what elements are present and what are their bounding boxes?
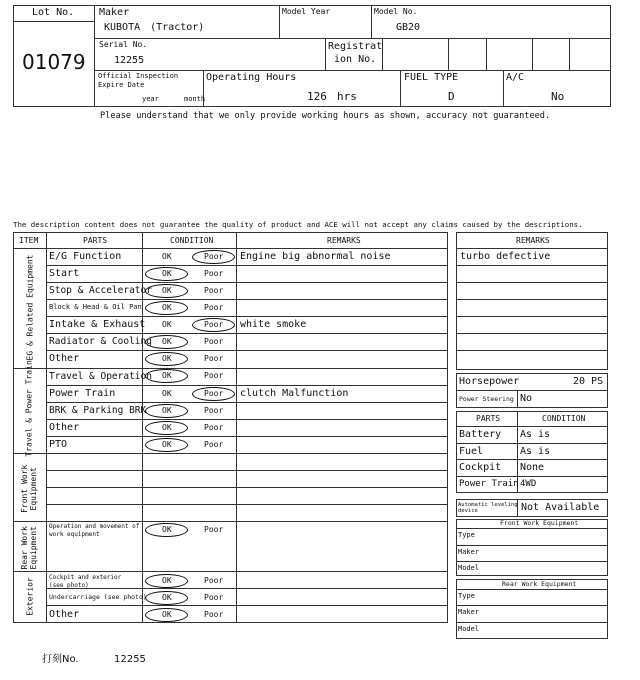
cond-poor: Poor	[204, 371, 224, 380]
operating-hours-unit: hrs	[337, 90, 357, 103]
remark-power-train: clutch Malfunction	[240, 388, 349, 399]
power-steering-value: No	[520, 393, 533, 404]
serial-value: 12255	[114, 55, 145, 66]
cond-poor: Poor	[204, 269, 224, 278]
part-other-eg: Other	[49, 353, 80, 364]
right-remark-1: turbo defective	[460, 251, 551, 262]
part-start: Start	[49, 268, 80, 279]
col-condition-header: CONDITION	[170, 236, 214, 245]
operating-hours-label: Operating Hours	[206, 72, 297, 83]
rear-work-header: Rear Work Equipment	[502, 580, 577, 588]
cond-poor: Poor	[204, 525, 224, 534]
power-train-label: Power Train	[459, 479, 519, 489]
cond-poor: Poor	[204, 593, 224, 602]
cond-poor: Poor	[204, 389, 224, 398]
power-train-value: 4WD	[520, 479, 537, 489]
front-type-label: Type	[458, 531, 475, 539]
part-undercarriage: Undercarriage (see photo)	[49, 593, 147, 601]
maker-value: KUBOTA (Tractor)	[104, 22, 205, 33]
cond-ok: OK	[162, 320, 172, 329]
cockpit-value: None	[520, 462, 545, 473]
front-maker-label: Maker	[458, 548, 480, 556]
cond-ok: OK	[162, 252, 172, 261]
fuel-type-value: D	[448, 90, 455, 103]
cond-poor: Poor	[204, 423, 224, 432]
inspection-label-2: Expire Date	[98, 81, 145, 89]
cond-poor: Poor	[204, 610, 224, 619]
group-rear-work-equipment: Rear Work Equipment	[20, 526, 38, 570]
registration-label-2: ion No.	[334, 54, 377, 65]
right-condition-header: CONDITION	[542, 414, 586, 423]
cond-ok: OK	[162, 406, 172, 415]
part-pto: PTO	[49, 439, 68, 450]
inspection-label-1: Official Inspection	[98, 72, 179, 80]
month-label: month	[184, 95, 206, 103]
remark-eg-function: Engine big abnormal noise	[240, 251, 391, 262]
year-label: year	[142, 95, 159, 103]
right-remarks-header: REMARKS	[516, 236, 550, 245]
cond-poor: Poor	[204, 337, 224, 346]
cond-poor: Poor	[204, 406, 224, 415]
ac-label: A/C	[506, 72, 525, 83]
front-model-label: Model	[458, 564, 480, 572]
cond-ok: OK	[162, 423, 172, 432]
operating-hours-value: 126	[307, 90, 327, 103]
lot-label: Lot No.	[32, 7, 75, 18]
front-work-header: Front Work Equipment	[500, 519, 579, 527]
cockpit-label: Cockpit	[459, 462, 502, 473]
part-other-exterior: Other	[49, 609, 80, 620]
model-no-label: Model No.	[374, 7, 418, 16]
part-travel-operation: Travel & Operation	[49, 371, 152, 382]
cond-ok: OK	[162, 525, 172, 534]
cond-ok: OK	[162, 354, 172, 363]
rear-maker-label: Maker	[458, 608, 480, 616]
description-disclaimer: The description content does not guarantee the quality of product and ACE will not accept any claims caused by the descriptions.	[13, 220, 583, 229]
lot-number: 01079	[22, 50, 86, 74]
cond-ok: OK	[162, 269, 172, 278]
cond-poor: Poor	[204, 286, 224, 295]
part-stop-accelerator: Stop & Accelerator	[49, 285, 152, 296]
auto-leveling-value: Not Available	[521, 502, 600, 513]
part-power-train: Power Train	[49, 388, 116, 399]
part-cockpit-exterior: Cockpit and exterior (see photo)	[49, 574, 122, 589]
fuel-type-label: FUEL TYPE	[404, 72, 459, 83]
cond-ok: OK	[162, 371, 172, 380]
hours-disclaimer: Please understand that we only provide working hours as shown, accuracy not guaranteed.	[100, 111, 551, 121]
power-steering-label: Power Steering	[459, 395, 514, 403]
stamp-no-value: 12255	[114, 654, 146, 665]
cond-ok: OK	[162, 576, 172, 585]
col-remarks-header: REMARKS	[327, 236, 361, 245]
part-other-travel: Other	[49, 422, 80, 433]
cond-ok: OK	[162, 389, 172, 398]
part-block-head-oil-pan: Block & Head & Oil Pan	[49, 303, 142, 311]
cond-ok: OK	[162, 593, 172, 602]
part-eg-function: E/G Function	[49, 251, 122, 262]
auto-leveling-label-1: Automatic leveling	[458, 502, 518, 508]
part-radiator-cooling: Radiator & Cooling	[49, 336, 152, 347]
battery-label: Battery	[459, 429, 502, 440]
model-no-value: GB20	[396, 22, 421, 33]
remark-intake-exhaust: white smoke	[240, 319, 307, 330]
group-travel-power-train: Travel & Power Train	[24, 360, 34, 457]
group-front-work-equipment: Front Work Equipment	[20, 464, 38, 513]
battery-value: As is	[520, 429, 551, 440]
part-operation-movement-work-equipment: Operation and movement of work equipment	[49, 523, 140, 538]
part-brk-parking-brk: BRK & Parking BRK	[49, 405, 147, 416]
serial-label: Serial No.	[99, 40, 148, 49]
col-parts-header: PARTS	[83, 236, 108, 245]
stamp-no-label: 打刻No.	[42, 654, 79, 665]
part-intake-exhaust: Intake & Exhaust	[49, 319, 146, 330]
rear-type-label: Type	[458, 592, 475, 600]
cond-poor: Poor	[204, 440, 224, 449]
col-item-header: ITEM	[19, 236, 39, 245]
cond-ok: OK	[162, 286, 172, 295]
maker-label: Maker	[99, 7, 130, 18]
horsepower-label: Horsepower	[459, 376, 520, 387]
cond-poor: Poor	[204, 576, 224, 585]
group-eg-related-equipment: EG & Related Equipment	[25, 254, 35, 361]
cond-poor: Poor	[204, 320, 224, 329]
cond-ok: OK	[162, 610, 172, 619]
horsepower-value: 20 PS	[573, 376, 604, 387]
cond-ok: OK	[162, 337, 172, 346]
cond-poor: Poor	[204, 252, 224, 261]
registration-label-1: Registrat	[328, 41, 383, 52]
model-year-label: Model Year	[282, 7, 331, 16]
group-exterior: Exterior	[25, 577, 35, 616]
cond-ok: OK	[162, 303, 172, 312]
right-parts-header: PARTS	[476, 414, 501, 423]
cond-ok: OK	[162, 440, 172, 449]
cond-poor: Poor	[204, 354, 224, 363]
fuel-label: Fuel	[459, 446, 484, 457]
fuel-value: As is	[520, 446, 551, 457]
ac-value: No	[551, 90, 565, 103]
auto-leveling-label-2: device	[458, 508, 478, 514]
rear-model-label: Model	[458, 625, 480, 633]
cond-poor: Poor	[204, 303, 224, 312]
